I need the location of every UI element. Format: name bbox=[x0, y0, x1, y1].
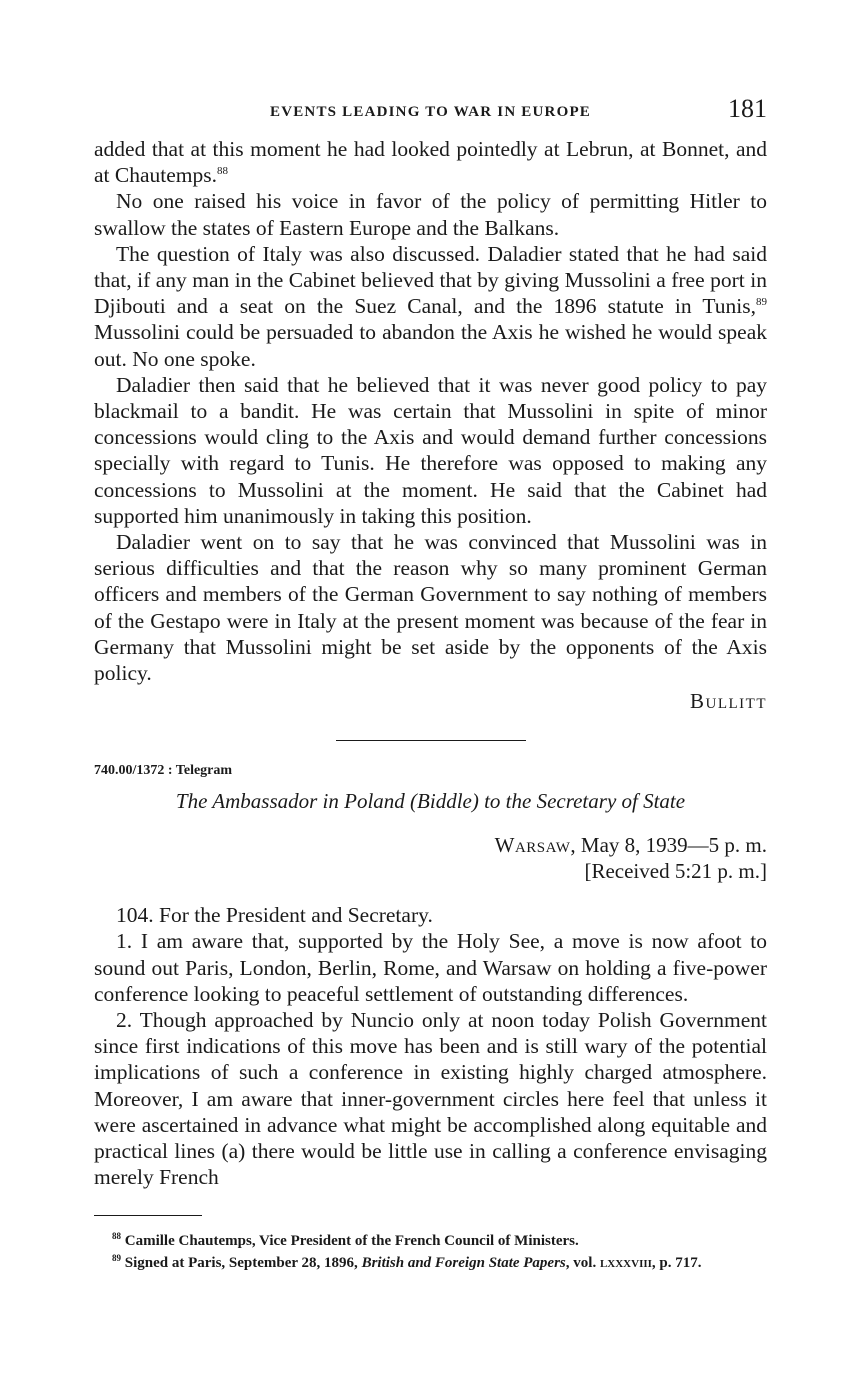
dateline-place: Warsaw bbox=[494, 833, 571, 858]
footnote bbox=[94, 1228, 767, 1250]
paragraph: Daladier then said that he believed that it was never good policy to pay blackmail to a bandit. He was certain that Mussolini in spite of minor concessions would cling to the Axis and would demand further concessions specially with regard to Tunis. He therefore was opposed to making any concessions to Mussolini at the moment. He said that the Cabinet had supported him unanimously in taking this position. bbox=[94, 372, 767, 528]
first-document-body bbox=[94, 136, 767, 714]
page-number: 181 bbox=[728, 94, 767, 123]
running-head-title: EVENTS LEADING TO WAR IN EUROPE bbox=[269, 104, 592, 120]
footnote bbox=[94, 1250, 767, 1272]
file-reference: 740.00/1372 : Telegram bbox=[94, 763, 233, 779]
paragraph bbox=[94, 136, 767, 188]
footnote-text: Camille Chautemps, Vice President of the French Council of Ministers. bbox=[124, 1233, 579, 1249]
paragraph: 1. I am aware that, supported by the Holy See, a move is now afoot to sound out Paris, London, Berlin, Rome, and Warsaw on holding a five-power conference looking to peaceful settlement of outstanding differences. bbox=[94, 929, 767, 1006]
dateline bbox=[94, 832, 767, 858]
received-time: [Received 5:21 p. m.] bbox=[584, 859, 767, 884]
footnotes bbox=[94, 1228, 767, 1272]
section-divider bbox=[336, 740, 526, 741]
footnote-number: 89 bbox=[112, 1253, 121, 1263]
paragraph: Daladier went on to say that he was convinced that Mussolini was in serious difficulties and that the reason why so many prominent German officers and members of the German Government to say nothing of members of the Gestapo were in Italy at the present moment was because of the fear in Germany that Mussolini might be set aside by the opponents of the Axis policy. bbox=[94, 530, 767, 686]
footnote-number: 88 bbox=[112, 1231, 121, 1241]
paragraph-text: The question of Italy was also discussed. Daladier stated that he had said that, if any man in the Cabinet believed that by giving Mussolini a free port in Djibouti and a seat on the Suez Canal, and the 1896 statute in Tunis, bbox=[94, 241, 767, 319]
footnote-rule bbox=[94, 1215, 202, 1217]
paragraph: No one raised his voice in favor of the policy of permitting Hitler to swallow the states of Eastern Europe and the Balkans. bbox=[94, 189, 767, 240]
dateline-date: , May 8, 1939—5 p. m. bbox=[570, 833, 767, 858]
paragraph bbox=[94, 241, 767, 372]
running-head bbox=[94, 94, 767, 128]
footnote-volume: lxxxviii bbox=[599, 1255, 652, 1271]
document-title: The Ambassador in Poland (Biddle) to the Secretary of State bbox=[175, 789, 686, 814]
page bbox=[94, 94, 767, 1272]
footnote-text: Signed at Paris, September 28, 1896, bbox=[124, 1255, 362, 1271]
footnote-ref: 89 bbox=[756, 296, 767, 309]
footnote-text: , p. 717. bbox=[651, 1255, 702, 1271]
signature: Bullitt bbox=[690, 689, 767, 714]
footnote-italic: British and Foreign State Papers bbox=[361, 1255, 566, 1271]
telegram-body bbox=[94, 902, 767, 1190]
paragraph-text: Mussolini could be persuaded to abandon the Axis he wished he would speak out. No one spoke. bbox=[94, 320, 767, 371]
footnote-text: , vol. bbox=[565, 1255, 600, 1271]
paragraph-text: added that at this moment he had looked pointedly at Lebrun, at Bonnet, and at Chautemps. bbox=[94, 137, 767, 188]
paragraph: 104. For the President and Secretary. bbox=[116, 903, 433, 928]
footnote-ref: 88 bbox=[217, 165, 229, 178]
paragraph: 2. Though approached by Nuncio only at noon today Polish Government since first indications of this move has been and is still wary of the potential implications of such a conference in existing highly charged atmosphere. Moreover, I am aware that inner-government circles here feel that unless it were ascertained in advance what might be accomplished along equitable and practical lines (a) there would be little use in calling a conference envisaging merely French bbox=[94, 1008, 767, 1190]
